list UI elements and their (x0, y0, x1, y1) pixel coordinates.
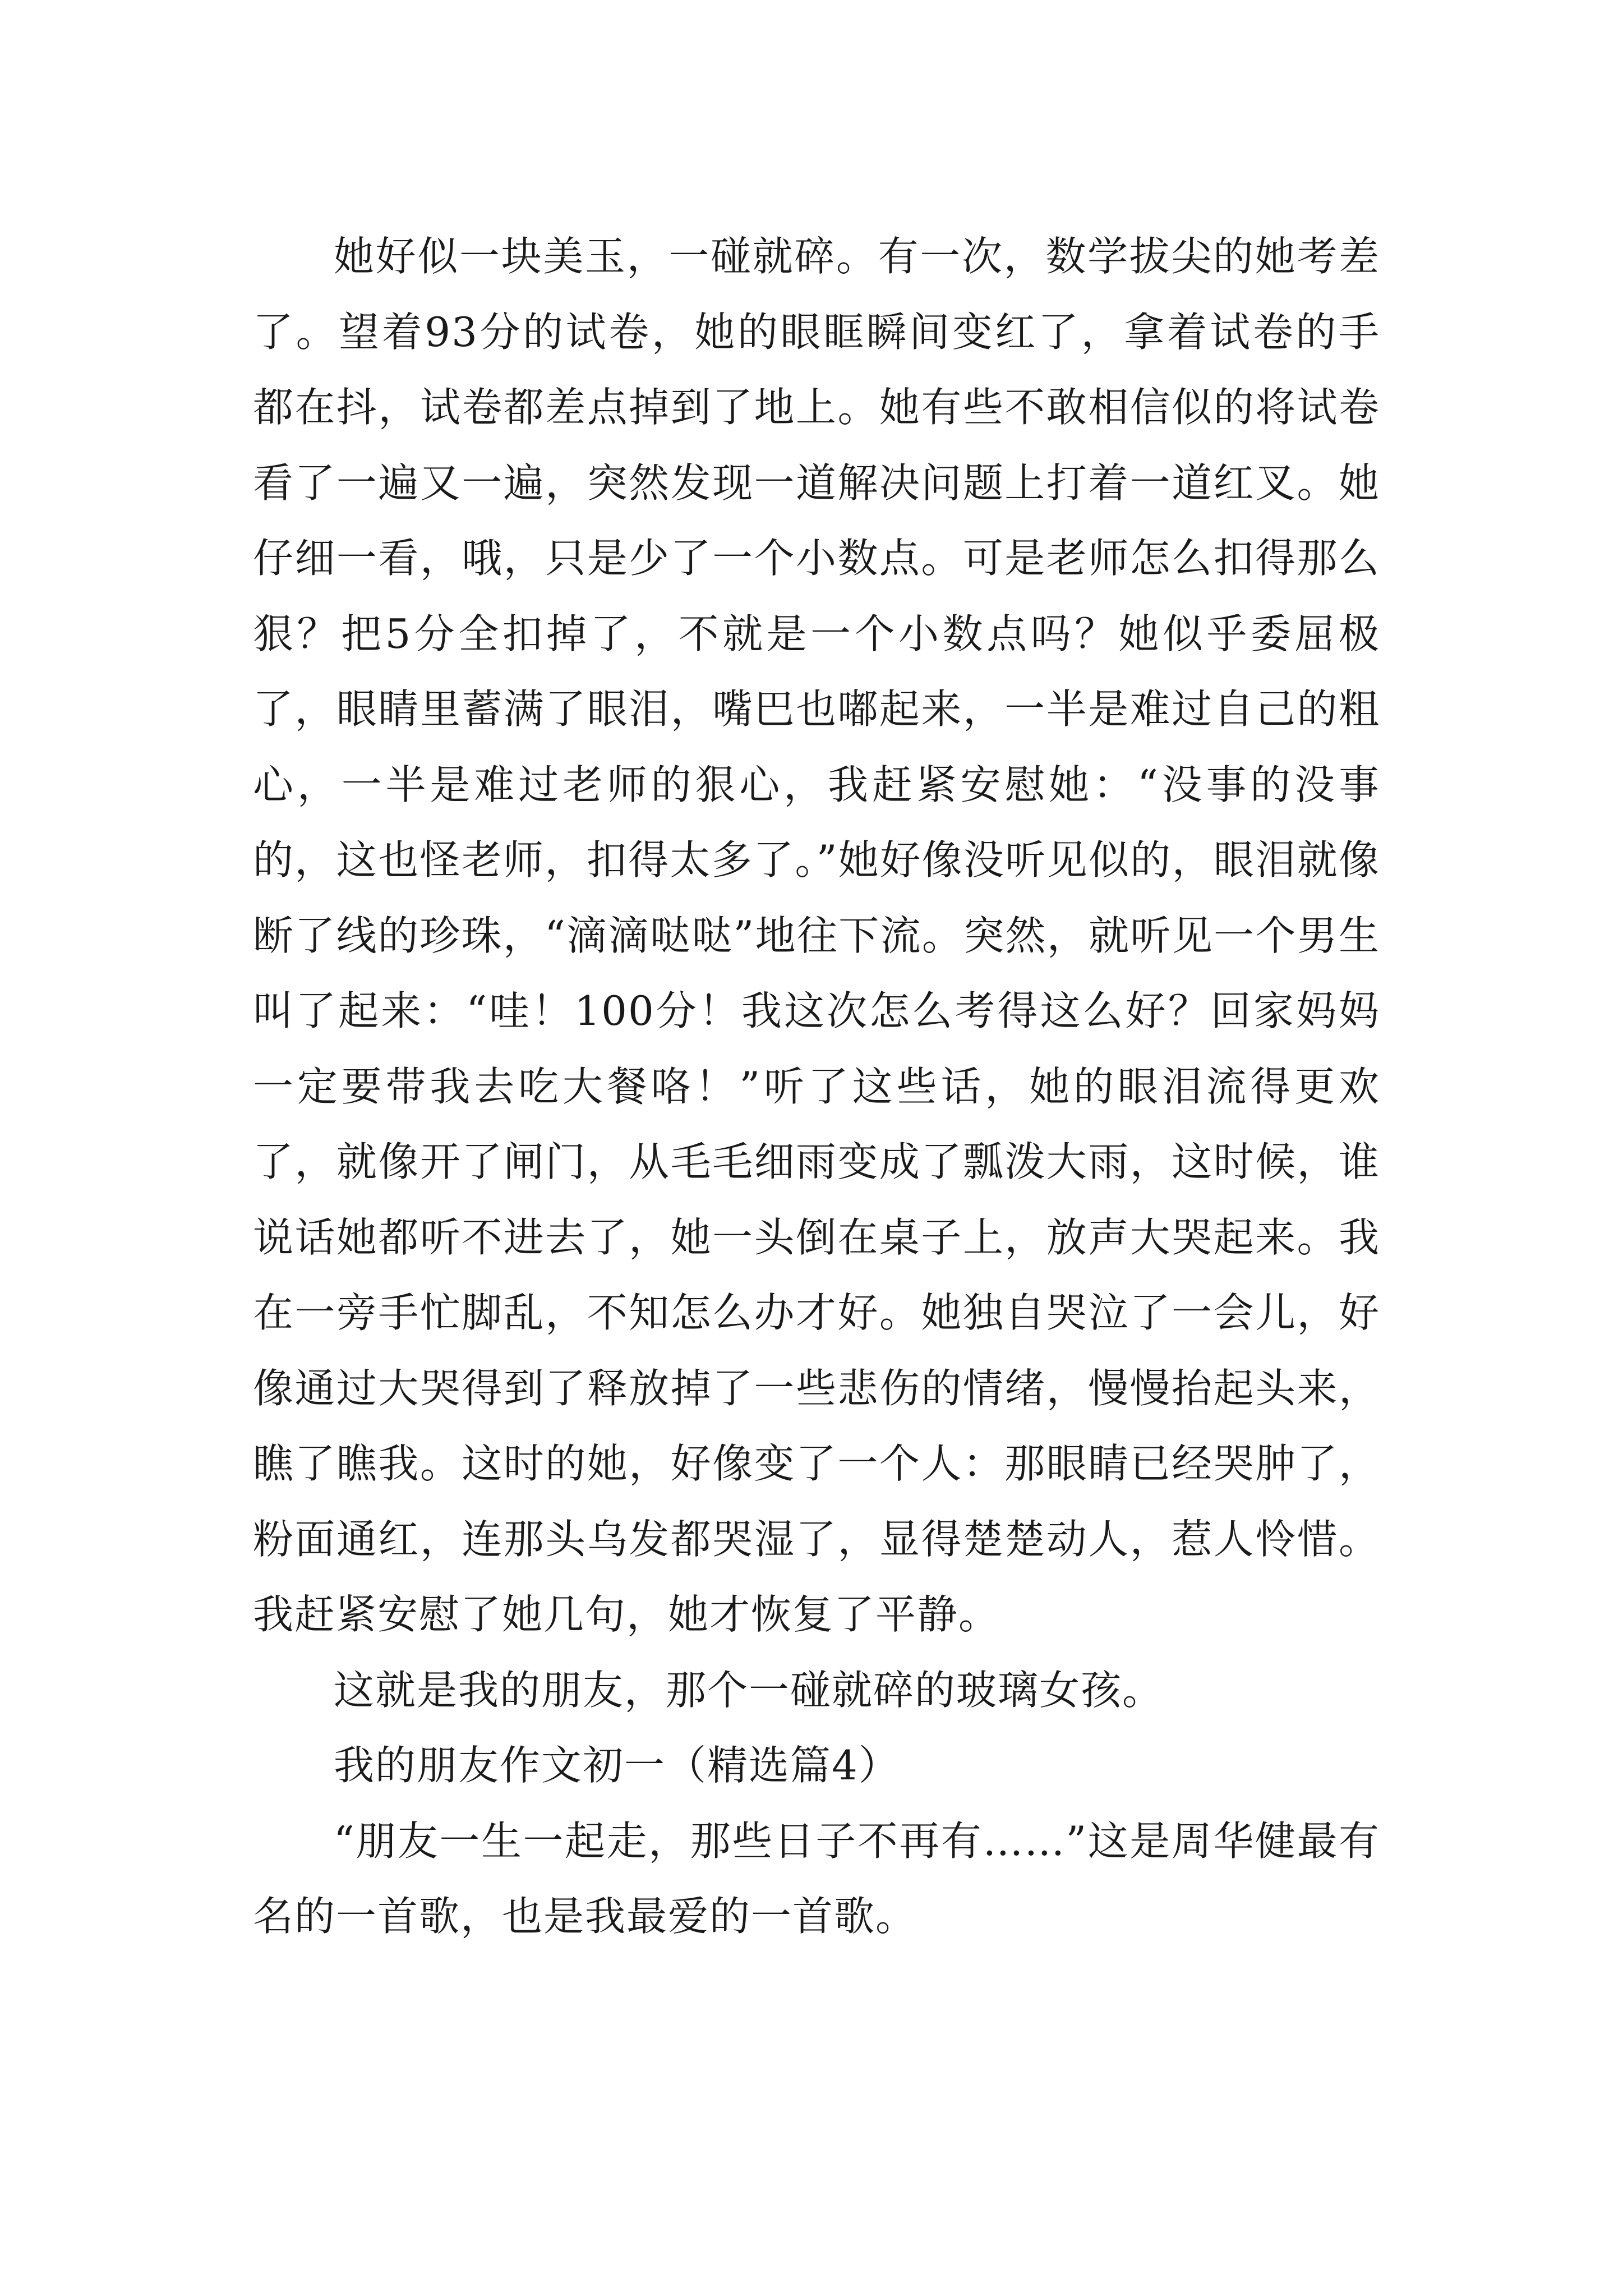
section-heading: 我的朋友作文初一（精选篇4） (334, 1742, 900, 1789)
paragraph-conclusion: 这就是我的朋友，那个一碰就碎的玻璃女孩。 (334, 1666, 1164, 1714)
paragraph-intro: “朋友一生一起走，那些日子不再有……”这是周华健最有名的一首歌，也是我最爱的一首歌。 (253, 1817, 1380, 1940)
document-body (253, 219, 1380, 1954)
paragraph-story: 她好似一块美玉，一碰就碎。有一次，数学拔尖的她考差了。望着93分的试卷，她的眼眶瞬间变红了，拿着试卷的手都在抖，试卷都差点掉到了地上。她有些不敢相信似的将试卷看了一遍又一遍，突然发现一道解决问题上打着一道红叉。她仔细一看，哦，只是少了一个小数点。可是老师怎么扣得那么狠？把5分全扣掉了，不就是一个小数点吗？她似乎委屈极了，眼睛里蓄满了眼泪，嘴巴也嘟起来，一半是难过自己的粗心，一半是难过老师的狠心，我赶紧安慰她：“没事的没事的，这也怪老师，扣得太多了。”她好像没听见似的，眼泪就像断了线的珍珠，“滴滴哒哒”地往下流。突然，就听见一个男生叫了起来：“哇！100分！我这次怎么考得这么好？回家妈妈一定要带我去吃大餐咯！”听了这些话，她的眼泪流得更欢了，就像开了闸门，从毛毛细雨变成了瓢泼大雨，这时候，谁说话她都听不进去了，她一头倒在桌子上，放声大哭起来。我在一旁手忙脚乱，不知怎么办才好。她独自哭泣了一会儿，好像通过大哭得到了释放掉了一些悲伤的情绪，慢慢抬起头来，瞧了瞧我。这时的她，好像变了一个人：那眼睛已经哭肿了，粉面通红，连那头乌发都哭湿了，显得楚楚动人，惹人怜惜。我赶紧安慰了她几句，她才恢复了平静。 (253, 233, 1380, 1638)
